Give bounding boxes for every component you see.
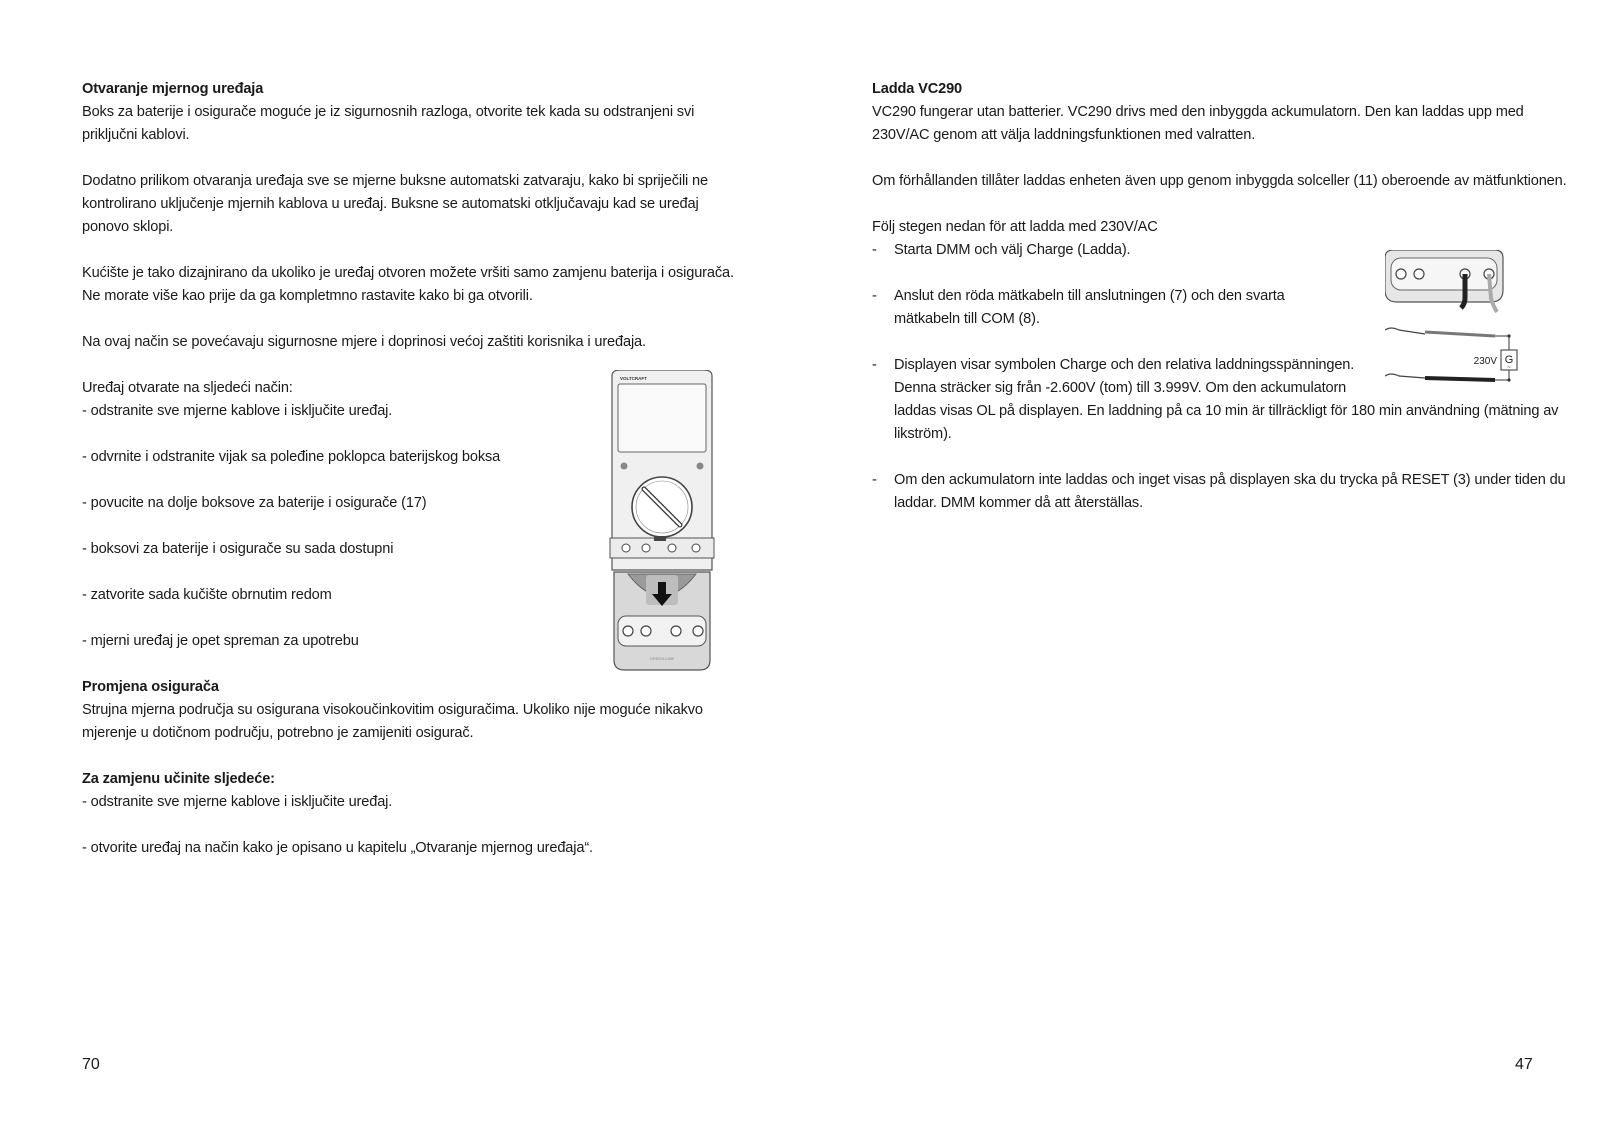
charge-paragraph-2: Om förhållanden tillåter laddas enheten även upp genom inbyggda solceller (11) oberoende av mätfunktionen. — [872, 173, 1567, 189]
charging-connection-illustration — [1385, 250, 1520, 400]
right-page — [800, 0, 1600, 1136]
fuse-subheading: Za zamjenu učinite sljedeće: — [82, 771, 275, 787]
charge-heading: Ladda VC290 — [872, 81, 963, 97]
list-item: - boksovi za baterije i osigurače su sada dostupni — [82, 541, 394, 557]
step-3-line-1: Displayen visar symbolen Charge och den relativa laddningsspänningen. — [894, 357, 1355, 373]
list-item: - odstranite sve mjerne kablove i isključite uređaj. — [82, 794, 393, 810]
opening-heading: Otvaranje mjernog uređaja — [82, 81, 264, 97]
list-item: - mjerni uređaj je opet spreman za upotrebu — [82, 633, 359, 649]
list-item: - otvorite uređaj na način kako je opisano u kapitelu „Otvaranje mjernog uređaja“. — [82, 840, 593, 856]
opening-paragraph-2: Dodatno prilikom otvaranja uređaja sve se mjerne buksne automatski zatvaraju, kako bi spriječili ne kontrolirano uključenje mjernih kablova u uređaj. Buksne se automatski otključavaju kad se uređaj ponovo sklopi. — [82, 173, 708, 235]
fuse-steps-list — [82, 791, 742, 860]
source-symbol: G — [1504, 354, 1514, 366]
model-line-label: GREEN-LINE — [649, 656, 675, 661]
step-2-text: Anslut den röda mätkabeln till anslutningen (7) och den svarta mätkabeln till COM (8). — [894, 288, 1285, 327]
opening-paragraph-1: Boks za baterije i osigurače moguće je iz sigurnosnih razloga, otvorite tek kada su odstranjeni svi priključni kablovi. — [82, 104, 695, 143]
step-1-text: Starta DMM och välj Charge (Ladda). — [894, 242, 1131, 258]
page-number-right: 47 — [1515, 1056, 1533, 1073]
list-dash: - — [872, 472, 877, 488]
opening-intro: Uređaj otvarate na sljedeći način: — [82, 380, 293, 396]
list-dash: - — [872, 242, 877, 258]
list-dash: - — [872, 288, 877, 304]
list-item: - odvrnite i odstranite vijak sa poleđine poklopca baterijskog boksa — [82, 449, 501, 465]
multimeter-opened-illustration — [606, 370, 718, 672]
step-3-line-3: laddas visas OL på displayen. En laddning på ca 10 min är tillräckligt för 180 min användning (mätning av likström). — [894, 403, 1559, 442]
fuse-heading: Promjena osigurača — [82, 679, 219, 695]
svg-text:~: ~ — [1507, 365, 1511, 371]
opening-paragraph-3: Kućište je tako dizajnirano da ukoliko je uređaj otvoren možete vršiti samo zamjenu baterija i osigurača. Ne morate više kao prije da ga kompletmno rastavite kako bi ga otvorili. — [82, 265, 734, 304]
list-dash: - — [872, 357, 877, 373]
list-item — [872, 285, 1334, 331]
list-item: - zatvorite sada kučište obrnutim redom — [82, 587, 332, 603]
step-3-line-2: Denna sträcker sig från -2.600V (tom) till 3.999V. Om den ackumulatorn — [894, 380, 1347, 396]
charge-intro: Följ stegen nedan för att ladda med 230V/AC — [872, 219, 1158, 235]
list-item: - povucite na dolje boksove za baterije i osigurače (17) — [82, 495, 427, 511]
list-item: - odstranite sve mjerne kablove i isključite uređaj. — [82, 403, 393, 419]
opening-paragraph-4: Na ovaj način se povećavaju sigurnosne mjere i doprinosi većoj zaštiti korisnika i uređaja. — [82, 334, 646, 350]
brand-label: VOLTCRAFT — [620, 376, 647, 381]
charge-paragraph-1: VC290 fungerar utan batterier. VC290 drivs med den inbyggda ackumulatorn. Den kan laddas upp med 230V/AC genom att välja laddningsfunktionen med valratten. — [872, 104, 1524, 143]
voltage-label: 230V — [1473, 356, 1497, 367]
step-4-text: Om den ackumulatorn inte laddas och inget visas på displayen ska du trycka på RESET (3) under tiden du laddar. DMM kommer då att återställas. — [894, 472, 1566, 511]
list-item — [872, 469, 1572, 515]
fuse-paragraph: Strujna mjerna područja su osigurana visokoučinkovitim osiguračima. Ukoliko nije moguće nikakvo mjerenje u dotičnom području, potrebno je zamijeniti osigurač. — [82, 702, 703, 741]
page-number-left: 70 — [82, 1056, 100, 1073]
